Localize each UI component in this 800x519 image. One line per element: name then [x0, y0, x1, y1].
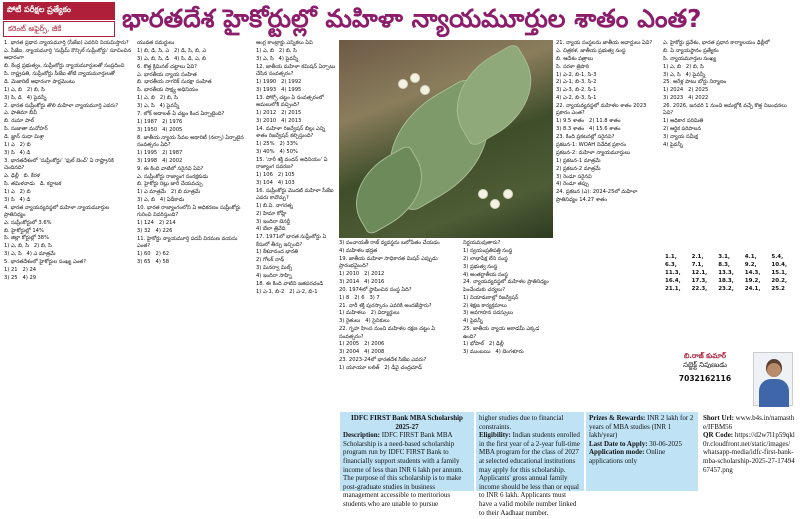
question-line: 1) ఎ-1, బి-2 2) ఎ-2, బి-1: [256, 288, 318, 295]
question-line: నిర్ణయమవుతారు?: [463, 240, 501, 246]
question-line: 1) 2012 2) 2015: [256, 109, 302, 116]
question-line: 2) లాభాపేక్ష లేని సంస్థ: [463, 255, 508, 262]
question-line: 3) 2010 4) 2013: [256, 117, 302, 124]
question-line: 3) 2023 4) 2022: [663, 95, 709, 102]
qr-code-link[interactable]: https://d2w7l1p59qkl0r.cloudfront.net/static/images/whatsapp-media/idfc-first-bank-mba-scholarship-2025-27-1749467457.png: [703, 431, 795, 474]
flower-bud: [504, 190, 512, 198]
question-line: ఎ. ఫాతిమా బీవీ: [4, 110, 37, 117]
question-line: బి. రుమా పాల్: [4, 118, 34, 125]
question-line: 13. పోక్సో చట్టం ఏ సంవత్సరంలో అమలులోకి వచ్చింది?: [256, 94, 326, 108]
question-line: ఎ. చిత్రకళ, జాతీయ ప్రభుత్వ సంస్థ: [556, 47, 626, 54]
answer-cell: 1.1,: [665, 254, 677, 260]
question-line: 1) 9.5 శాతం 2) 11.8 శాతం: [556, 118, 621, 125]
question-line: 3) ఎ, బి, సి, డి 4) సి, డి, ఎ, బి: [137, 55, 207, 62]
question-line: 15. 'నారీ శక్తి వందన్ అధినియం' ఏ రాజ్యాంగ సవరణ?: [256, 156, 330, 170]
author-role: సబ్జెక్ట్ నిపుణుడు: [683, 361, 727, 369]
question-line: 4) రెండూ తప్పు: [556, 181, 589, 188]
question-line: సి. భారతీయ సాక్ష్య అధినియం: [137, 87, 199, 94]
question-line: 3) 104 4) 103: [256, 179, 295, 186]
question-line: 3) ఎ, సి 4) పైవన్నీ: [256, 55, 299, 62]
question-line: 2) ఆర్థిక పరిపాలన: [663, 126, 701, 133]
question-line: 3) రెండూ సరైనవి: [556, 173, 592, 180]
question-line: 1) 21 2) 24: [4, 267, 37, 274]
question-line: ఎ. సుప్రీంకోర్టులో 3.6%: [4, 219, 52, 226]
question-line: 1) 60 2) 62: [137, 251, 170, 258]
qr-label: QR Code:: [703, 431, 734, 440]
short-url-link[interactable]: www.b4s.in/namasthe/IFBM56: [703, 414, 795, 431]
question-line: 1) ఎ, బి 2) బి, సి: [137, 95, 178, 102]
question-line: 4) ఇందిరా సాహ్ని: [256, 273, 292, 280]
prizes-label: Prizes & Rewards:: [589, 414, 646, 422]
author-name: బి.రాజ్ కుమార్: [683, 352, 727, 360]
question-line: 11. హైకోర్టు న్యాయమూర్తి పదవీ విరమణ వయసు ఎంత?: [137, 236, 240, 250]
question-line: 23. 2023-24లో భారతదేశ సిజేఐ ఎవరు?: [339, 357, 427, 364]
question-line: 25. జాతీయ న్యాయ అకాడమీ ఎక్కడ ఉంది?: [463, 326, 541, 340]
question-line: 1) ఎ, బి 2) బి, సి: [4, 86, 45, 93]
question-line: 24. న్యాయవ్యవస్థలో మహిళల ప్రాతినిధ్యం పెంచేందుకు చర్యలు?: [463, 279, 551, 293]
question-line: 3) 1998 4) 2002: [137, 157, 183, 164]
question-line: 14. మహిళా రిజర్వేషన్ బిల్లు ఎన్ని శాతం రిజర్వేషన్ కల్పిస్తుంది?: [256, 125, 327, 139]
page-headline: భారతదేశ హైకోర్టుల్లో మహిళా న్యాయమూర్తుల శాతం ఎంత?: [122, 4, 702, 33]
question-line: 1. భారత ప్రధాన న్యాయమూర్తి (సీజేఐ) ఎవరిని నియమిస్తారు?: [4, 40, 129, 46]
answer-cell: 12.1,: [691, 270, 708, 276]
question-line: 3) పంచాయతీ రాజ్ వ్యవస్థను బలోపేతం చేయడం: [339, 240, 440, 246]
question-line: 23. కింది ప్రకటనల్లో సరైనవి?: [556, 134, 615, 141]
question-line: 1) అధికార పరిమితి: [663, 118, 704, 125]
question-line: 8. జాతీయ న్యాయ సేవల అథారిటీ (నల్సా) ఏర్పాటైన సంవత్సరం ఏది?: [137, 134, 246, 148]
question-line: సి. సుజాతా మనోహర్: [4, 126, 48, 133]
question-line: 1) 124 2) 214: [137, 220, 176, 227]
question-line: 24. ప్రకటన (ఎ): 2024-25లో మహిళా ప్రాతినిధ్యం 14.27 శాతం: [556, 189, 640, 203]
question-line: ప్రకటన-2: మహిళా న్యాయమూర్తులు: [556, 149, 631, 156]
question-column-c: [256, 40, 336, 452]
section-subtitle: కరెంట్ అఫైర్స్, జీకే: [3, 21, 115, 37]
question-line: 2) హిమా కోహ్లీ: [256, 210, 287, 217]
question-line: 1) స్వయంప్రతిపత్తి సంస్థ: [463, 247, 513, 254]
question-line: 21. నారీ శక్తి పురస్కారం ఎవరికి అందజేస్తారు?: [339, 302, 432, 309]
answer-cell: 9.2,: [744, 262, 757, 268]
question-column-g: [663, 40, 796, 250]
flower-bud: [411, 74, 419, 82]
author-phone: 7032162116: [678, 374, 732, 383]
question-line: 1) ఎ మాత్రమే 2) బి మాత్రమే: [137, 189, 201, 196]
question-line: 3) అవగాహన సదస్సులు: [463, 310, 514, 317]
description-text: IDFC FIRST Bank MBA Scholarship is a need-based scholarship program run by IDFC FIRST Bank to financially support students with a family income of less than INR 6 lakh per annum. The purpose of this scholarship is to make post-graduate studies in business management accessible to meritorious students who are unable to pursue: [343, 431, 464, 508]
scholarship-box-1: [340, 412, 474, 508]
question-line: ఎ. భారతీయ న్యాయ సంహిత: [137, 71, 197, 78]
question-line: 1) బి, డి, సి, ఎ 2) డి, సి, బి, ఎ: [137, 47, 207, 54]
question-line: 22. గృహ హింస నుంచి మహిళల రక్షణ చట్టం ఏ సంవత్సరం?: [339, 326, 437, 340]
question-column-d: [339, 240, 459, 440]
answer-row: [663, 269, 796, 277]
answer-cell: 16.4,: [665, 278, 681, 284]
question-line: 7. లోక్ అదాలత్ ఏ చట్టం కింద ఏర్పాటైంది?: [137, 111, 225, 118]
answer-cell: 18.3,: [718, 278, 734, 284]
question-line: 26. 2026, జనవరి 1 నుంచి అమల్లోకి వచ్చే కొత్త నిబంధనలు ఏవి?: [663, 103, 789, 117]
answer-row: [663, 253, 796, 261]
question-line: యువత సమర్థులు: [137, 40, 175, 46]
scholarship-box-3: [586, 412, 698, 491]
question-line: 4. భారత న్యాయవ్యవస్థలో మహిళా న్యాయమూర్తుల ప్రాతినిధ్యం: [4, 204, 112, 218]
question-line: 1) 1995 2) 1987: [137, 149, 183, 156]
answer-cell: 6.3,: [665, 262, 677, 268]
question-line: 1) నియామకాల్లో రిజర్వేషన్: [463, 294, 519, 301]
question-line: ఆంగ్ల కాంట్రాక్టు ఎన్నికలు ఏవి: [256, 40, 313, 46]
article-photo: [339, 40, 553, 238]
answer-row: [663, 261, 796, 269]
question-line: 2) ఎ-1, బి-3, సి-2: [556, 79, 597, 86]
question-line: డి. జ్ఞాన్ సుధా మిశ్రా: [4, 134, 45, 141]
answer-cell: 10.4,: [771, 262, 788, 268]
author-box: [663, 350, 797, 412]
question-line: 1) ఎ-2, బి-1, సి-3: [556, 71, 597, 78]
question-line: 10. భారత రాజ్యాంగంలోని ఏ అధికరణం సుప్రీంకోర్టు గురించి వివరిస్తుంది?: [137, 205, 243, 219]
question-line: 4) బేలా త్రివేది: [256, 226, 286, 233]
question-line: 20. 1974లో స్థాపించిన సంస్థ ఏది?: [339, 286, 412, 293]
answer-cell: 3.1,: [718, 254, 731, 260]
question-line: 1) యూయూ లలిత్ 2) డీవై చంద్రచూడ్: [339, 365, 422, 372]
answer-cell: 20.2,: [771, 278, 788, 284]
answer-cell: 19.2,: [744, 278, 761, 284]
question-line: సి. రాష్ట్రపతి, సుప్రీంకోర్టు సీజేఐ తోటి న్యాయమూర్తులతో: [4, 70, 115, 77]
eligibility-label: Eligibility:: [479, 431, 511, 440]
question-line: 19. జాతీయ మహిళా సాధికారత మిషన్ ఎప్పుడు ప్రారంభమైంది?: [339, 255, 440, 270]
question-line: 9. ఈ కింది వాటిలో సరైనవి ఏవి?: [137, 165, 204, 172]
question-line: 1) ఎ, బి, సి 2) బి, సి: [4, 243, 52, 250]
prizes-text: INR 2 lakh for 2 years of MBA studies (INR 1 lakh/year): [589, 414, 694, 440]
question-line: 12. జాతీయ మహిళా కమిషన్ ఏర్పాటు చేసిన సంవత్సరం?: [256, 63, 337, 77]
question-line: 18. ఈ కింది వాటిని జతపరచండి: [256, 281, 324, 288]
question-line: 3) 2014 4) 2016: [339, 278, 385, 285]
mode-text: Online applications only: [589, 448, 666, 465]
question-line: 1) ఎ 2) బి: [4, 188, 31, 195]
question-line: 4) పైవన్నీ: [463, 318, 483, 325]
question-line: 3) ఎ-3, బి-2, సి-1: [556, 87, 597, 94]
answer-table: [663, 253, 796, 293]
question-line: ఎ. సుప్రీంకోర్టు రాజ్యాంగ సంరక్షకుడు: [137, 173, 209, 180]
section-badge: పోటీ పరీక్షల ప్రత్యేకం: [3, 2, 115, 20]
question-line: 1) కేశవానంద భారతి: [256, 249, 299, 256]
question-line: 21. న్యాయ సంస్థలను జాతీయ అవార్డులు ఏవి?: [556, 40, 653, 46]
question-line: బి. కేంద్ర ప్రభుత్వం, సుప్రీంకోర్టు న్యాయమూర్తులతో సంప్రదించి: [4, 63, 125, 70]
answer-cell: 4.1,: [744, 254, 757, 260]
question-column-f: [556, 40, 660, 250]
question-line: 4) ఎ-2, బి-3, సి-1: [556, 95, 597, 102]
question-line: సి. జిల్లా కోర్టుల్లో 38%: [4, 235, 50, 242]
question-line: సి. సరళా త్రిపాఠి: [556, 63, 589, 70]
avatar: [753, 352, 793, 406]
question-line: 3) ముంబయి 4) బెంగళూరు: [463, 349, 524, 356]
answer-row: [663, 285, 796, 293]
scholarship-title: IDFC FIRST Bank MBA Scholarship 2025-27: [351, 414, 463, 431]
question-line: 1) మహిళలు 2) విద్యార్థులు: [339, 310, 400, 317]
question-line: 1) భోపాల్ 2) ఢిల్లీ: [463, 341, 504, 348]
question-line: సి. తమిళనాడు డి. కర్ణాటక: [4, 180, 62, 187]
question-line: 4) అంతర్జాతీయ సంస్థ: [463, 271, 508, 278]
question-column-e: [463, 240, 553, 440]
question-line: 22. న్యాయవ్యవస్థలో మహిళల శాతం 2023 ప్రకారం ఎంత?: [556, 103, 648, 117]
question-line: 25. ఆరేళ్ల పాటు బోర్డు నిర్మాణం: [663, 79, 727, 86]
question-line: 3) సి, డి 4) పైవన్నీ: [4, 94, 47, 101]
question-line: 3) ఎ, సి 4) పైవన్నీ: [137, 103, 180, 110]
question-line: 2) గోలక్ నాథ్: [256, 257, 285, 264]
question-line: 3) 2004 4) 2008: [339, 349, 385, 356]
question-line: 3) 65 4) 58: [137, 259, 170, 266]
question-line: 3) 40% 4) 50%: [256, 148, 298, 155]
answer-cell: 24.1,: [744, 286, 761, 292]
description-continued: higher studies due to financial constraints.: [479, 414, 564, 431]
answer-cell: 25.2: [771, 286, 785, 292]
answer-cell: 2.1,: [691, 254, 704, 260]
question-line: 2) ప్రకటన-2 మాత్రమే: [556, 165, 601, 172]
question-line: 3) ప్రభుత్వ సంస్థ: [463, 263, 498, 270]
question-line: 17. 1971లో భారత సుప్రీంకోర్టు ఏ కేసులో తీర్పు ఇచ్చింది?: [256, 234, 328, 248]
question-line: 1) 25% 2) 33%: [256, 140, 298, 147]
description-label: Description:: [343, 431, 380, 440]
question-line: 1) 2005 2) 2006: [339, 341, 385, 348]
flower-bud: [421, 86, 429, 94]
answer-cell: 21.1,: [665, 286, 681, 292]
question-line: 3) 8.3 శాతం 4) 15.6 శాతం: [556, 126, 621, 133]
eligibility-text: Indian students enrolled in the first year of a 2-year full-time MBA program for the class of 2027 at selected educational institutions may apply for this scholarship. Applicants' gross annual family income should be less than or equal to INR 6 lakh. Applicants must have a valid mobile number linked to their Aadhaar number.: [479, 431, 580, 517]
flower-bud: [479, 190, 487, 198]
question-line: 1) బి.వి. నాగరత్న: [256, 202, 293, 209]
question-line: 3) 1950 4) 2005: [137, 126, 183, 133]
question-line: ఎ. ఢిల్లీ బి. కేరళ: [4, 172, 41, 179]
question-line: 4) మహిళల భద్రత: [339, 247, 378, 254]
answer-cell: 14.3,: [744, 270, 761, 276]
flower-bud: [491, 200, 499, 208]
question-line: బి. ఆదేశం పత్రాలు: [556, 55, 594, 62]
question-line: 1) 2024 2) 2025: [663, 87, 709, 94]
question-line: 6. కొత్త క్రిమినల్ చట్టాలు ఏవి?: [137, 63, 197, 70]
answer-cell: 8.3,: [718, 262, 731, 268]
answer-cell: 7.1,: [691, 262, 704, 268]
question-line: 3) ఎ, సి 4) ఎ మాత్రమే: [4, 251, 56, 258]
question-line: 3) ఎ, సి 4) పైవన్నీ: [663, 71, 706, 78]
question-line: 1) 106 2) 105: [256, 171, 295, 178]
answer-cell: 15.1,: [771, 270, 788, 276]
question-line: 1) 2010 2) 2012: [339, 270, 385, 277]
scholarship-box-2: [476, 412, 584, 517]
answer-cell: 17.3,: [691, 278, 708, 284]
question-line: 5. భారతదేశంలో హైకోర్టుల సంఖ్య ఎంత?: [4, 259, 87, 266]
url-label: Short Url:: [703, 414, 734, 422]
question-line: 2. భారత సుప్రీంకోర్టు తొలి మహిళా న్యాయమూర్తి ఎవరు?: [4, 102, 119, 109]
question-line: బి. హైకోర్టు రిట్లు జారీ చేయవచ్చు: [137, 181, 203, 188]
question-line: ప్రకటన-1: WOAH నివేదిక ప్రకారం: [556, 141, 627, 148]
question-line: 2) శిక్షణ కార్యక్రమాలు: [463, 302, 507, 309]
question-line: 3) 1993 4) 1995: [256, 86, 302, 93]
question-column-b: [137, 40, 252, 492]
question-line: 16. సుప్రీంకోర్టు మొదటి మహిళా సీజేఐ ఎవరు కావొచ్చు?: [256, 187, 336, 201]
question-line: 1) ఎ 2) బి: [4, 141, 31, 148]
question-line: 3) రైతులు 4) సైనికులు: [339, 318, 390, 325]
answer-cell: 23.2,: [718, 286, 734, 292]
answer-cell: 11.3,: [665, 270, 681, 276]
mode-label: Application mode:: [589, 448, 645, 457]
question-line: ఎ. సీజేఐ, న్యాయమూర్తి 'సుప్రీమ్ కౌన్సిల్ సుప్రీంకోర్టు' సూచించిన ఆధారంగా: [4, 47, 133, 62]
question-line: 1) 1987 2) 1976: [137, 118, 183, 125]
question-line: 1) 8 2) 6 3) 7: [339, 294, 380, 301]
flower-bud: [399, 80, 407, 88]
question-line: 3) సి 4) డి: [4, 149, 31, 156]
question-line: ఎ. హైకోర్టు ప్రవేశం, భారత ప్రధాన కార్యాలయం ఢిల్లీలో: [663, 40, 770, 46]
question-line: 1) ఎ, బి 2) బి, సి: [256, 47, 297, 54]
question-line: డి. మెజారిటీ ఆధారంగా పార్లమెంటు: [4, 78, 75, 85]
question-line: 3. భారతదేశంలో 'సుప్రీంకోర్టు' 'ఫుల్ బెంచ్' ఏ రాష్ట్రానికి చెందినది?: [4, 157, 116, 172]
question-line: బి. భారతీయ నాగరిక్ సురక్షా సంహిత: [137, 79, 212, 86]
question-line: 3) 25 4) 29: [4, 274, 37, 281]
answer-cell: 13.3,: [718, 270, 734, 276]
answer-key: [663, 253, 796, 303]
question-line: 3) మినర్వా మిల్స్: [256, 265, 293, 272]
question-line: బి. ఏ న్యాయస్థానం ప్రత్యేకం: [663, 47, 719, 54]
question-column-a: [4, 40, 132, 492]
question-line: 3) ఇందిరా బెనర్జీ: [256, 218, 290, 225]
answer-row: [663, 277, 796, 285]
question-line: సి. న్యాయమూర్తుల సంఖ్య: [663, 55, 717, 62]
deadline-text: 30-06-2025: [649, 439, 682, 448]
question-line: 3) 32 4) 226: [137, 228, 173, 235]
question-line: 1) ఎ, బి 2) బి, సి: [663, 63, 704, 70]
question-line: బి. హైకోర్టుల్లో 14%: [4, 227, 44, 234]
question-line: 1) 1990 2) 1992: [256, 78, 302, 85]
answer-cell: 22.3,: [691, 286, 708, 292]
question-line: 1) ప్రకటన-1 మాత్రమే: [556, 157, 601, 164]
author-info: [663, 352, 747, 383]
question-line: 3) న్యాయ సమీక్ష: [663, 134, 698, 141]
question-line: 3) సి 4) డి: [4, 196, 31, 203]
avatar-face: [767, 363, 781, 377]
question-line: 4) పైవన్నీ: [663, 141, 683, 148]
answer-cell: 5.4,: [771, 254, 784, 260]
deadline-label: Last Date to Apply:: [589, 439, 648, 448]
avatar-shirt: [759, 379, 789, 407]
scholarship-box-4: [700, 412, 798, 491]
question-line: 3) ఎ, బి 4) ఏదీకాదు: [137, 197, 185, 204]
